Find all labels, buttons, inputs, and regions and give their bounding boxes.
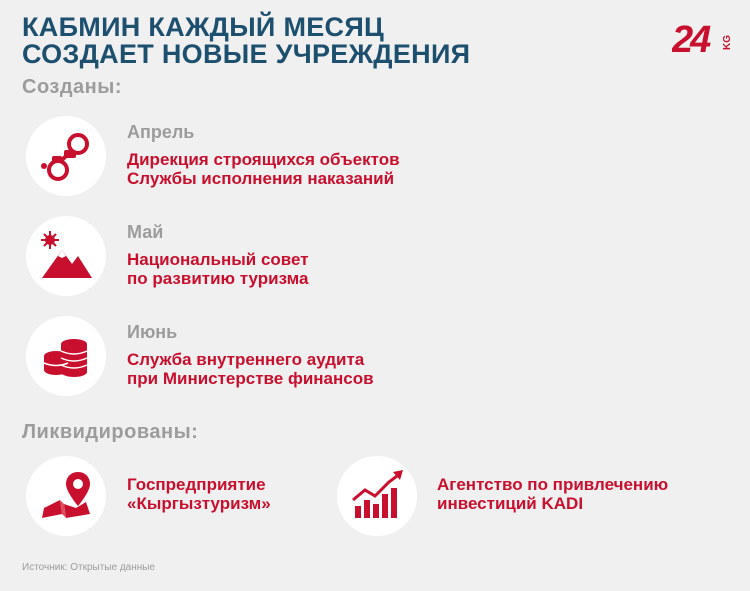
liquidated-item-2-line-2: инвестиций KADI xyxy=(437,494,584,513)
handcuffs-icon xyxy=(26,116,106,196)
created-item-2-line-1: Национальный совет xyxy=(127,250,309,269)
created-item-2-icon-circle xyxy=(26,216,106,296)
growth-chart-icon xyxy=(337,456,417,536)
created-item-1-month: Апрель xyxy=(127,122,195,142)
created-item-2-description xyxy=(127,250,309,288)
created-item-1-line-1: Дирекция строящихся объектов xyxy=(127,150,400,169)
liquidated-item-2-icon-circle xyxy=(337,456,417,536)
logo-suffix: KG xyxy=(722,35,733,50)
section-created-label: Созданы: xyxy=(22,76,122,98)
map-pin-icon xyxy=(26,456,106,536)
mountains-icon xyxy=(26,216,106,296)
created-item-3-line-1: Служба внутреннего аудита xyxy=(127,350,365,369)
title-line-2: СОЗДАЕТ НОВЫЕ УЧРЕЖДЕНИЯ xyxy=(22,39,471,69)
logo-number: 24 xyxy=(672,20,709,56)
section-liquidated-label: Ликвидированы: xyxy=(22,421,199,443)
liquidated-item-1-icon-circle xyxy=(26,456,106,536)
created-item-1-icon-circle xyxy=(26,116,106,196)
liquidated-item-2-line-1: Агентство по привлечению xyxy=(437,475,669,494)
liquidated-item-1-line-2: «Кыргызтуризм» xyxy=(127,494,271,513)
title-line-1: КАБМИН КАЖДЫЙ МЕСЯЦ xyxy=(22,12,385,42)
created-item-2-line-2: по развитию туризма xyxy=(127,269,309,288)
created-item-3-description xyxy=(127,350,374,388)
liquidated-item-1-description xyxy=(127,475,271,513)
source-note: Источник: Открытые данные xyxy=(22,562,156,573)
logo-24kg xyxy=(672,20,734,56)
created-item-3-icon-circle xyxy=(26,316,106,396)
liquidated-item-1-line-1: Госпредприятие xyxy=(127,475,266,494)
page-title xyxy=(22,14,470,68)
created-item-1-description xyxy=(127,150,400,188)
created-item-1-line-2: Службы исполнения наказаний xyxy=(127,169,395,188)
created-item-3-line-2: при Министерстве финансов xyxy=(127,369,374,388)
created-item-2-month: Май xyxy=(127,222,164,242)
created-item-3-month: Июнь xyxy=(127,322,178,342)
coins-icon xyxy=(26,316,106,396)
liquidated-item-2-description xyxy=(437,475,668,513)
